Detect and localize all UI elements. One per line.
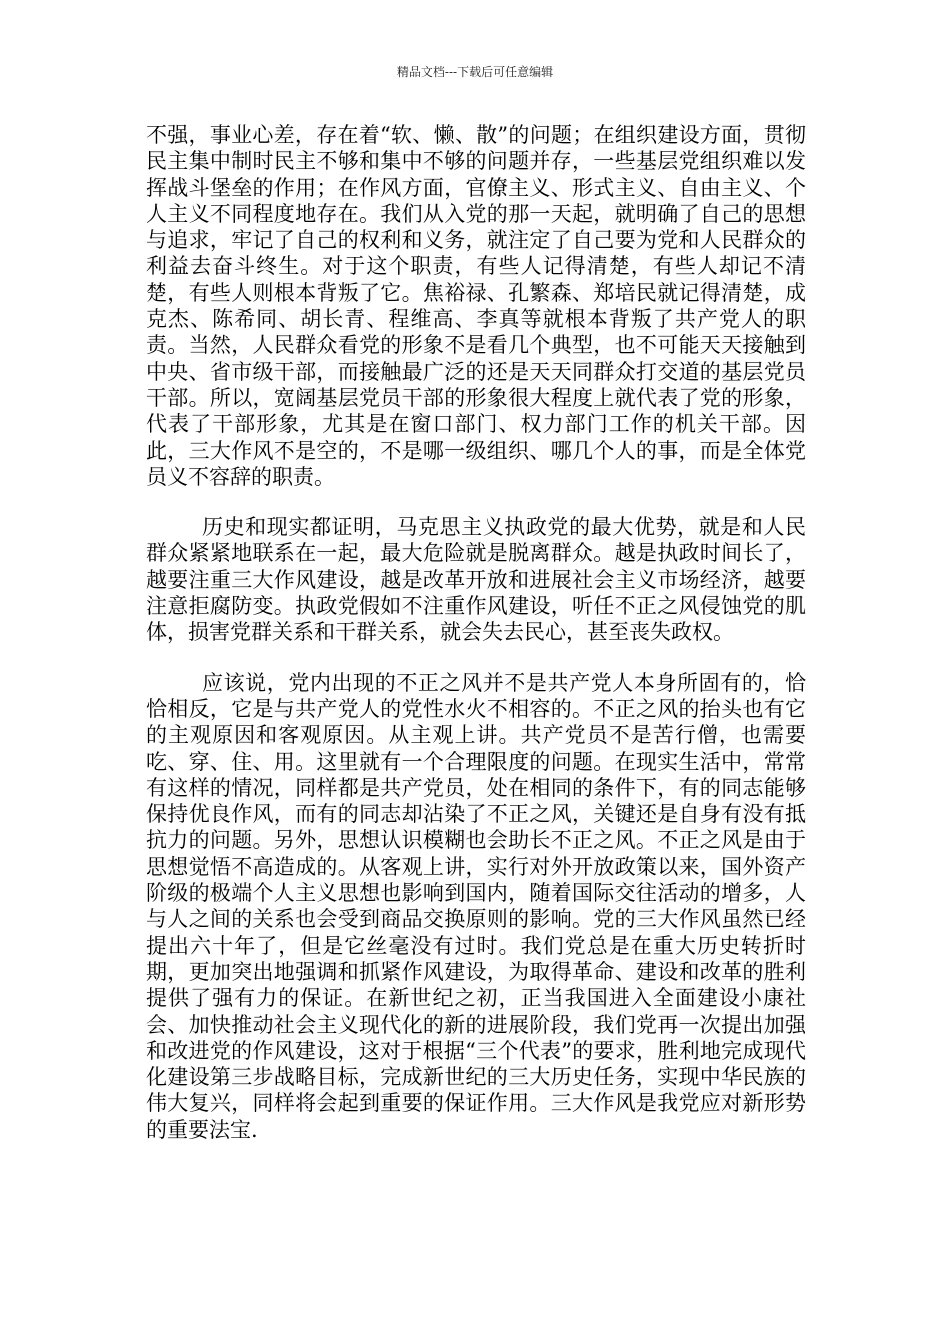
paragraph-gap <box>146 646 806 670</box>
paragraph-history: 历史和现实都证明，马克思主义执政党的最大优势，就是和人民群众紧紧地联系在一起，最大危险就是脱离群众。越是执政时间长了，越要注重三大作风建设，越是改革开放和进展社会主义市场经济，越要注意拒腐防变。执政党假如不注重作风建设，听任不正之风侵蚀党的肌体，损害党群关系和干群关系，就会失去民心，甚至丧失政权。 <box>146 515 806 645</box>
page-header: 精品文档---下载后可任意编辑 <box>396 65 554 79</box>
paragraph-causes: 应该说，党内出现的不正之风并不是共产党人本身所固有的，恰恰相反，它是与共产党人的党性水火不相容的。不正之风的抬头也有它的主观原因和客观原因。从主观上讲。共产党员不是苦行僧，也需要吃、穿、住、用。这里就有一个合理限度的问题。在现实生活中，常常有这样的情况，同样都是共产党员，处在相同的条件下，有的同志能够保持优良作风，而有的同志却沾染了不正之风，关键还是自身有没有抵抗力的问题。另外，思想认识模糊也会助长不正之风。不正之风是由于思想觉悟不高造成的。从客观上讲，实行对外开放政策以来，国外资产阶级的极端个人主义思想也影响到国内，随着国际交往活动的增多，人与人之间的关系也会受到商品交换原则的影响。党的三大作风虽然已经提出六十年了，但是它丝毫没有过时。我们党总是在重大历史转折时期，更加突出地强调和抓紧作风建设，为取得革命、建设和改革的胜利提供了强有力的保证。在新世纪之初，正当我国进入全面建设小康社会、加快推动社会主义现代化的新的进展阶段，我们党再一次提出加强和改进党的作风建设，这对于根据“三个代表”的要求，胜利地完成现代化建设第三步战略目标，完成新世纪的三大历史任务，实现中华民族的伟大复兴，同样将会起到重要的保证作用。三大作风是我党应对新形势的重要法宝. <box>146 670 806 1142</box>
paragraph-continuation: 不强，事业心差，存在着“软、懒、散”的问题；在组织建设方面，贯彻民主集中制时民主不够和集中不够的问题并存，一些基层党组织难以发挥战斗堡垒的作用；在作风方面，官僚主义、形式主义、自由主义、个人主义不同程度地存在。我们从入党的那一天起，就明确了自己的思想与追求，牢记了自己的权利和义务，就注定了自己要为党和人民群众的利益去奋斗终生。对于这个职责，有些人记得清楚，有些人却记不清楚，有些人则根本背叛了它。焦裕禄、孔繁森、郑培民就记得清楚，成克杰、陈希同、胡长青、程维高、李真等就根本背叛了共产党人的职责。当然，人民群众看党的形象不是看几个典型，也不可能天天接触到中央、省市级干部，而接触最广泛的还是天天同群众打交道的基层党员干部。所以，宽阔基层党员干部的形象很大程度上就代表了党的形象，代表了干部形象，尤其是在窗口部门、权力部门工作的机关干部。因此，三大作风不是空的，不是哪一级组织、哪几个人的事，而是全体党员义不容辞的职责。 <box>146 123 806 489</box>
document-body <box>146 122 806 1143</box>
paragraph-gap <box>146 490 806 514</box>
